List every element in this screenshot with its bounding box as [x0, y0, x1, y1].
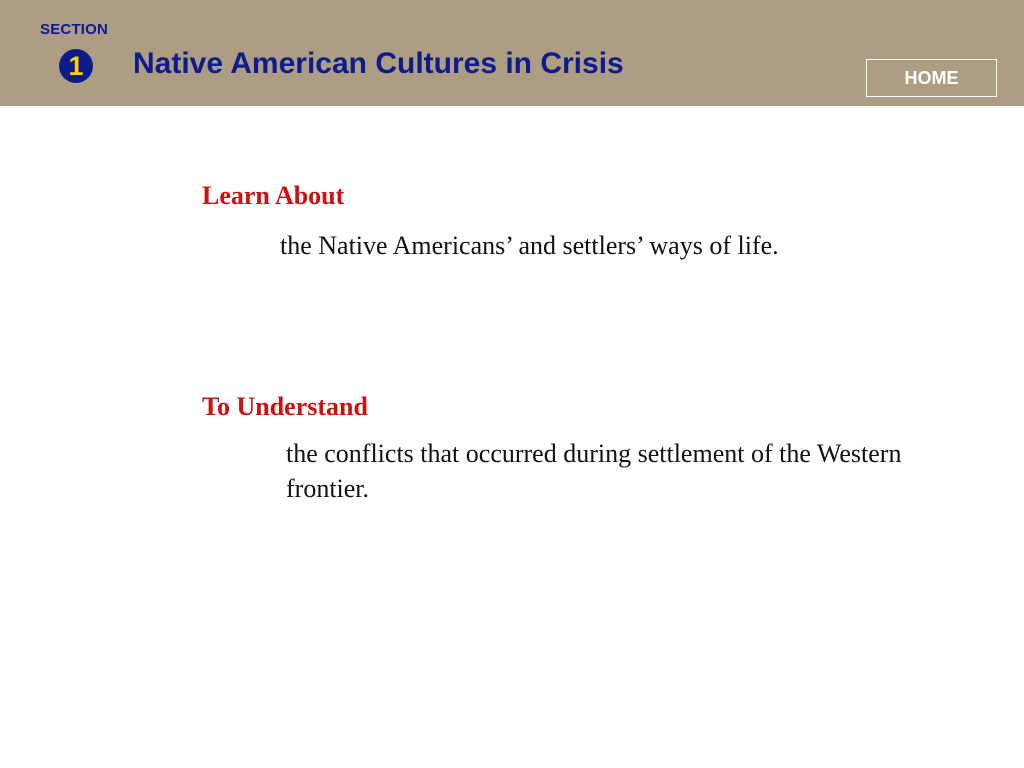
learn-about-heading: Learn About: [202, 181, 345, 210]
section-number-badge: [59, 49, 93, 83]
to-understand-heading: To Understand: [202, 392, 368, 421]
page-title: Native American Cultures in Crisis: [133, 47, 624, 80]
home-button-label: HOME: [904, 67, 959, 88]
learn-about-text: the Native Americans’ and settlers’ ways of life.: [280, 231, 779, 260]
header-bar: [0, 0, 1024, 106]
to-understand-text: the conflicts that occurred during settlement of the Western frontier.: [286, 439, 902, 503]
home-button[interactable]: [866, 59, 997, 97]
section-number: 1: [68, 50, 84, 81]
section-label: SECTION: [40, 21, 109, 38]
